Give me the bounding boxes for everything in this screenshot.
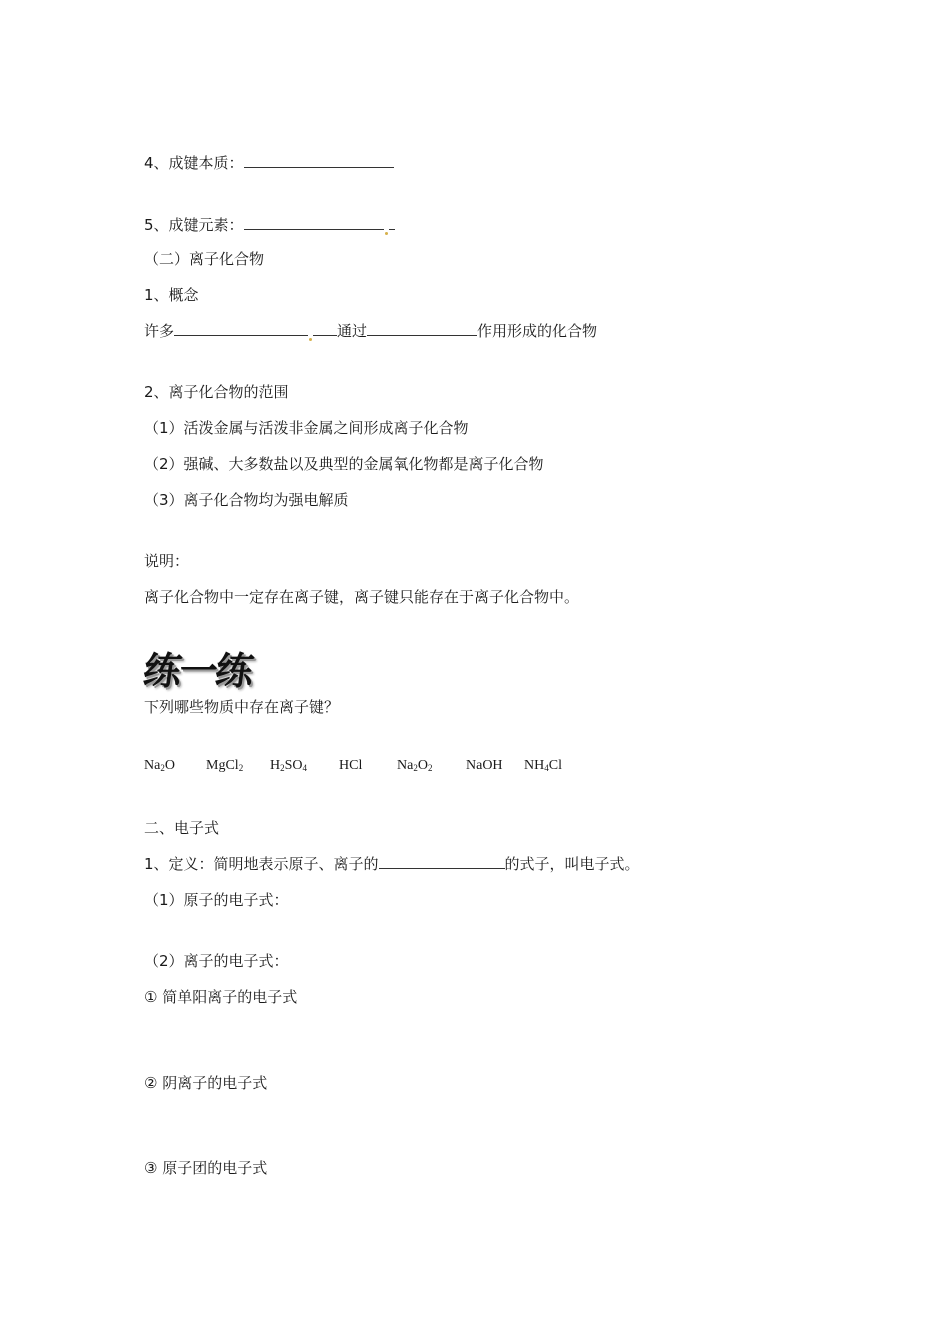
bond-elements-label: 5、成键元素： [144,216,244,234]
electron-heading: 二、电子式 [144,819,220,837]
note-label: 说明： [144,552,190,570]
bond-elements-blank[interactable] [244,215,384,230]
atom-electron-formula: （1）原子的电子式： [144,891,289,909]
range-item-1: （1）活泼金属与活泼非金属之间形成离子化合物 [144,419,469,437]
definition-blank[interactable] [379,854,505,869]
bond-essence-blank[interactable] [244,153,394,168]
practice-question: 下列哪些物质中存在离子键？ [144,698,340,716]
range-item-3: （3）离子化合物均为强电解质 [144,491,349,509]
bond-elements-blank-tail[interactable] [389,215,395,230]
bond-essence-line [144,153,394,173]
concept-prefix: 许多 [144,322,175,340]
bond-elements-line [144,215,395,235]
range-item-2: （2）强碱、大多数盐以及典型的金属氧化物都是离子化合物 [144,455,544,473]
concept-suffix: 作用形成的化合物 [477,322,598,340]
note-text: 离子化合物中一定存在离子键，离子键只能存在于离子化合物中。 [144,588,580,606]
group-electron-formula: ③ 原子团的电子式 [144,1159,268,1177]
definition-suffix: 的式子，叫电子式。 [504,855,640,873]
concept-blank-1[interactable] [174,321,308,336]
formula-naoh: NaOH [466,758,503,773]
concept-blank-2[interactable] [367,321,477,336]
concept-middle: 通过 [337,322,368,340]
mark-dot [309,338,312,341]
formula-nh4cl: $NH_4Cl$ [524,758,562,773]
cation-electron-formula: ① 简单阳离子的电子式 [144,988,298,1006]
concept-blank-1-tail[interactable] [313,321,337,336]
ion-electron-formula: （2）离子的电子式： [144,952,289,970]
formula-mgcl2: MgCl$_2$ [206,758,244,773]
electron-definition [144,854,640,874]
formula-na2o2: $Na_2O_2$ [397,758,433,773]
definition-prefix: 1、定义：简明地表示原子、离子的 [144,855,379,873]
mark-dot [385,232,388,235]
formula-na2o: $Na_2O$ [144,758,175,773]
concept-heading: 1、概念 [144,286,199,304]
range-heading: 2、离子化合物的范围 [144,383,289,401]
formula-hcl: HCl [339,758,363,773]
section-ionic-compounds: （二）离子化合物 [144,250,265,268]
practice-title: 练一练 [140,648,255,693]
anion-electron-formula: ② 阴离子的电子式 [144,1074,268,1092]
bond-essence-label: 4、成键本质： [144,154,244,172]
concept-line [144,321,597,341]
formula-h2so4: $H_2SO_4$ [270,758,308,773]
